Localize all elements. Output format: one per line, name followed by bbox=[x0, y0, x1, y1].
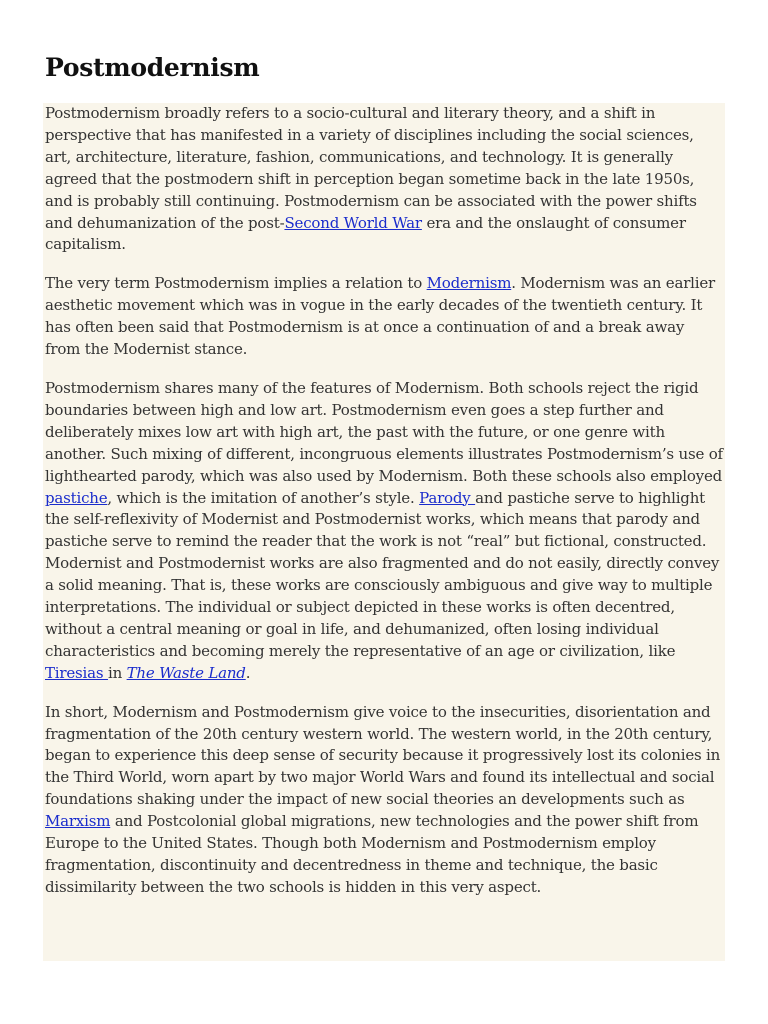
paragraph-text: and Postcolonial global migrations, new technologies and the power shift from Europe to the United States. Though both Modernism and Postmodernism employ fragmentation, discontinuity and decentredness in theme and technique, the basic dissimilarity between the two schools is hidden in this very aspect. bbox=[45, 812, 699, 896]
link-second-world-war[interactable]: Second World War bbox=[284, 213, 422, 232]
paragraph-text: . Modernism was an earlier aesthetic movement which was in vogue in the early decades of the twentieth century. It has often been said that Postmodernism is at once a continuation of and a break away from the Modernist stance. bbox=[45, 274, 716, 359]
link-parody[interactable]: Parody bbox=[419, 488, 476, 507]
link-tiresias[interactable]: Tiresias bbox=[45, 663, 108, 682]
link-marxism[interactable]: Marxism bbox=[45, 812, 111, 831]
paragraph-text: era and the onslaught of consumer capitalism. bbox=[45, 213, 686, 254]
paragraph-text: in bbox=[107, 663, 127, 682]
link-the-waste-land[interactable]: The Waste Land bbox=[126, 663, 246, 682]
paragraph-text: , which is the imitation of another’s style. bbox=[107, 488, 420, 507]
link-modernism[interactable]: Modernism bbox=[426, 274, 512, 293]
paragraph-text: The very term Postmodernism implies a relation to bbox=[45, 274, 427, 293]
paragraph-3 bbox=[45, 378, 723, 685]
article-body bbox=[43, 103, 725, 961]
paragraph-2 bbox=[45, 273, 723, 361]
link-pastiche[interactable]: pastiche bbox=[45, 488, 108, 507]
page-title: Postmodernism bbox=[45, 53, 260, 82]
paragraph-text: In short, Modernism and Postmodernism give voice to the insecurities, disorientation and fragmentation of the 20th century western world. The western world, in the 20th century, began to experience this deep sense of security because it progressively lost its colonies in the Third World, worn apart by two major World Wars and found its intellectual and social foundations shaking under the impact of new social theories an developments such as bbox=[45, 702, 721, 809]
paragraph-4 bbox=[45, 702, 723, 899]
paragraph-text: Postmodernism broadly refers to a socio-cultural and literary theory, and a shift in perspective that has manifested in a variety of disciplines including the social sciences, art, architecture, literature, fashion, communications, and technology. It is generally agreed that the postmodern shift in perception began sometime back in the late 1950s, and is probably still continuing. Postmodernism can be associated with the power shifts and dehumanization of the post- bbox=[45, 104, 697, 232]
paragraph-text: Postmodernism shares many of the features of Modernism. Both schools reject the rigid boundaries between high and low art. Postmodernism even goes a step further and deliberately mixes low art with high art, the past with the future, or one genre with another. Such mixing of different, incongruous elements illustrates Postmodernism’s use of lighthearted parody, which was also used by Modernism. Both these schools also employed bbox=[45, 378, 723, 485]
paragraph-1 bbox=[45, 103, 723, 256]
paragraph-text: and pastiche serve to highlight the self-reflexivity of Modernist and Postmodernist works, which means that parody and pastiche serve to remind the reader that the work is not “real” but fictional, constructed. Modernist and Postmodernist works are also fragmented and do not easily, directly convey a solid meaning. That is, these works are consciously ambiguous and give way to multiple interpretations. The individual or subject depicted in these works is often decentred, without a central meaning or goal in life, and dehumanized, often losing individual characteristics and becoming merely the representative of an age or civilization, like bbox=[45, 488, 720, 660]
paragraph-text: . bbox=[245, 663, 251, 682]
